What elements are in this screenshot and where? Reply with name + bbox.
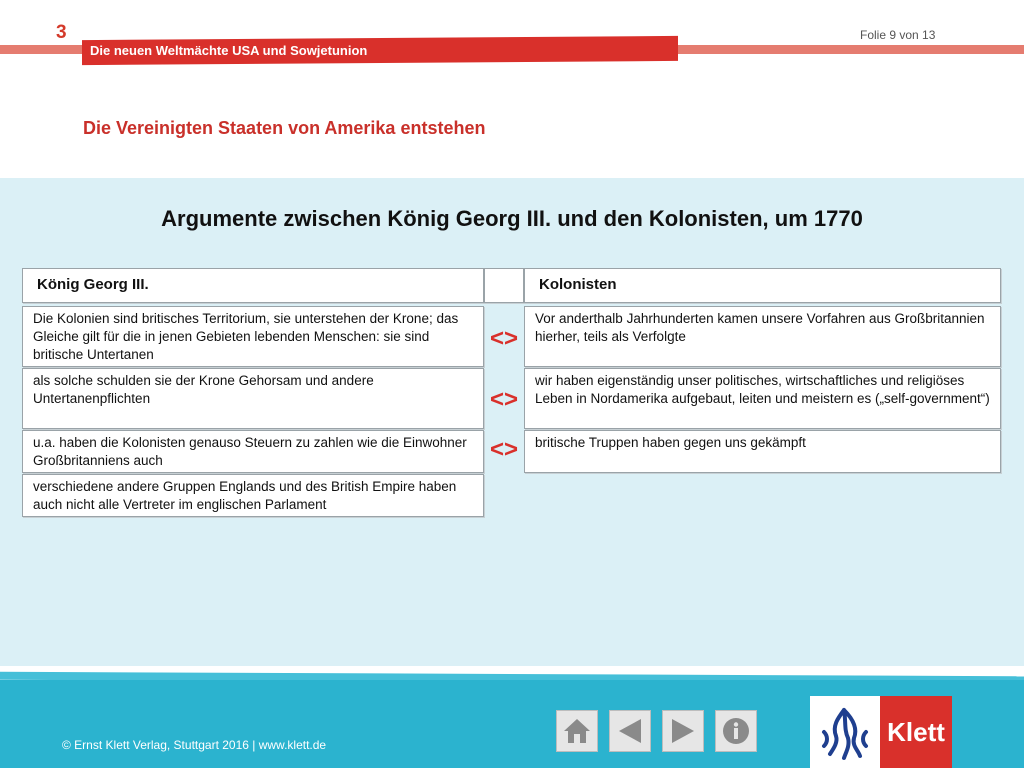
klett-emblem-icon [810,696,880,768]
next-icon [668,716,698,746]
info-icon [721,716,751,746]
table-cell-king-4: verschiedene andere Gruppen Englands und des British Empire haben auch nicht alle Vertreter im englischen Parlament [22,474,484,517]
column-header-king: König Georg III. [22,268,484,303]
copyright-text: © Ernst Klett Verlag, Stuttgart 2016 | www.klett.de [62,738,327,752]
slide-title: Argumente zwischen König Georg III. und den Kolonisten, um 1770 [161,206,863,231]
logo-text: Klett [887,716,945,747]
table-cell-king-1: Die Kolonien sind britisches Territorium, sie unterstehen der Krone; das Gleiche gilt für die in jenen Gebieten lebenden Menschen: sie sind britische Untertanen [22,306,484,367]
slide-counter: Folie 9 von 13 [860,28,936,42]
home-icon [562,717,592,745]
header-stripe-left [0,45,82,54]
table-cell-colonists-2: wir haben eigenständig unser politisches, wirtschaftliches und religiöses Leben in Nordamerika aufgebaut, leiten und meistern es („self-government“) [524,368,1001,429]
double-arrow-icon: <> [489,436,519,463]
klett-logo-wordmark [880,696,952,768]
info-button[interactable] [715,710,757,752]
table-cell-king-3: u.a. haben die Kolonisten genauso Steuern zu zahlen wie die Einwohner Großbritanniens auch [22,430,484,473]
chapter-title: Die neuen Weltmächte USA und Sowjetunion [90,43,368,58]
table-cell-colonists-3: britische Truppen haben gegen uns gekämpft [524,430,1001,473]
previous-icon [615,716,645,746]
next-button[interactable] [662,710,704,752]
table-cell-colonists-1: Vor anderthalb Jahrhunderten kamen unsere Vorfahren aus Großbritannien hierher, teils als Verfolgte [524,306,1001,367]
table-cell-king-2: als solche schulden sie der Krone Gehorsam und andere Untertanenpflichten [22,368,484,429]
double-arrow-icon: <> [489,386,519,413]
column-header-colonists: Kolonisten [524,268,1001,303]
header-stripe-right [676,45,1024,54]
column-header-spacer [484,268,524,303]
home-button[interactable] [556,710,598,752]
previous-button[interactable] [609,710,651,752]
chapter-number: 3 [56,22,67,43]
section-subtitle: Die Vereinigten Staaten von Amerika entstehen [83,118,486,138]
double-arrow-icon: <> [489,325,519,352]
